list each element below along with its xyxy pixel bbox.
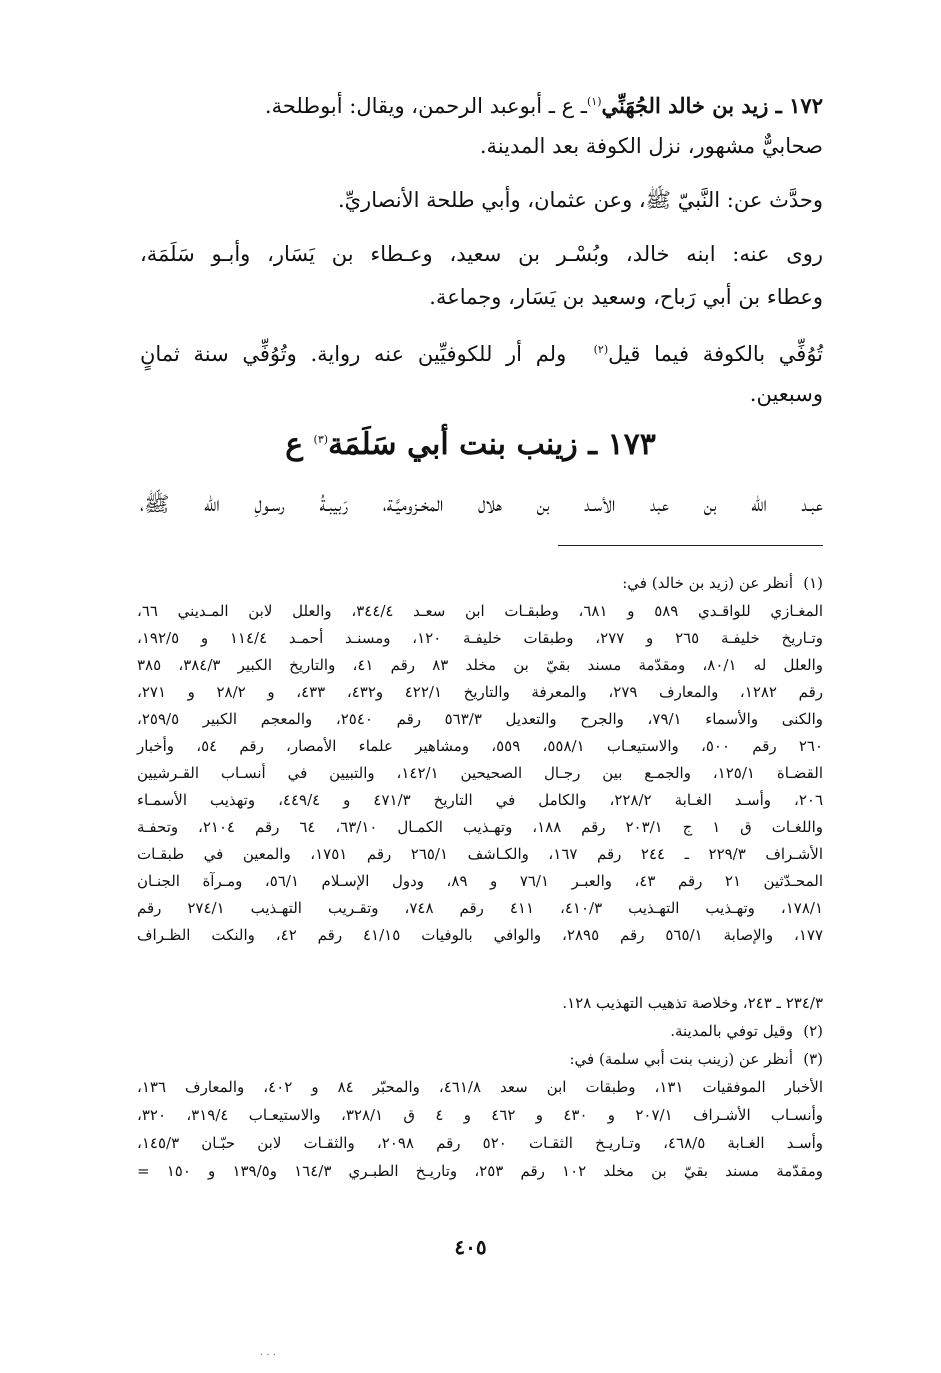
- footnote-ref-3: (٣): [313, 433, 329, 446]
- entry-172-line-6b: ولم أر للكوفيِّين عنه رواية. وتُوُفِّي سنة ثمانٍ: [140, 342, 567, 366]
- footnote-3-line: وأسـد الغـابة ٤٦٨/٥، وتـاريـخ الثقـات ٥٢٠ رقم ٢٠٩٨، والثقـات لابن حبّـان ١٤٥/٣،: [137, 1134, 823, 1152]
- footnote-1-line: والعلل له ٨٠/١، ومقدّمة مسند بقيّ بن مخلد ٨٣ رقم ٤١، والتاريخ الكبير ٣٨٤/٣، ٣٨٥: [137, 656, 824, 674]
- footnote-1-line: القضـاة ١٢٥/١، والجمـع بين رجـال الصحيحين ١٤٢/١، والتبيين في أنسـاب القـرشيين: [137, 764, 823, 782]
- entry-172-line-6a: تُوُفِّي بالكوفة فيما قيل: [608, 342, 824, 366]
- entry-172-line-4: روى عنه: ابنه خالد، وبُسْـر بن سعيد، وعـطاء بن يَسَار، وأبـو سَلَمَة،: [140, 242, 823, 266]
- entry-173-line-1: عبـد الله بن عبد الأسـد بن هلال المخـزوميَّـة، رَبيبـةُ رسـولِ الله ﷺ،: [140, 492, 823, 516]
- footnote-3-line: ومقدّمة مسند بقيّ بن مخلد ١٠٢ رقم ٢٥٣، وتاريـخ الطبـري ١٦٤/٣ و١٣٩/٥ و ١٥٠ =: [137, 1162, 824, 1180]
- footnote-divider: [558, 545, 823, 546]
- footnote-1-line: الأشـراف ٢٢٩/٣ ـ ٢٤٤ رقم ١٦٧، والكـاشف ٢٦٥/١ رقم ١٧٥١، والمعين في طبقـات: [137, 845, 824, 863]
- footnote-1-line: ١٧٨/١، وتهـذيب التهـذيب ٤١٠/٣، ٤١١ رقم ٧٤٨، وتقـريب التهـذيب ٢٧٤/١ رقم: [137, 899, 824, 917]
- footnote-1-line: ٢٠٦، وأسـد الغـابة ٢٢٨/٢، والكامل في التاريخ ٤٧١/٣ و ٤٤٩/٤، وتهذيب الأسمـاء: [137, 791, 823, 809]
- entry-172-heading-rest: ـ ع ـ أبوعبد الرحمن، ويقال: أبوطلحة.: [264, 94, 587, 118]
- footnote-1-line: واللغـات ق ١ ج ٢٠٣/١ رقم ١٨٨، وتهـذيب الكمـال ٦٣/١٠، ٦٤ رقم ٢١٠٤، وتحفـة: [137, 818, 823, 836]
- footnote-1-line: ١٧٧، والإصابة ٥٦٥/١ رقم ٢٨٩٥، والوافي بالوفيات ٤١/١٥ رقم ٤٢، والنكت الظـراف: [137, 926, 823, 944]
- entry-172-heading-line: [265, 88, 823, 120]
- entry-172-heading: ١٧٢ ـ زيد بن خالد الجُهَنِّي: [601, 93, 823, 118]
- entry-172-line-7: وسبعين.: [749, 382, 823, 406]
- footnote-1-line: ٢٦٠ رقم ٥٠٠، والاستيعـاب ٥٥٨/١، ٥٥٩، ومشاهير علماء الأمصار، رقم ٥٤، وأخبار: [137, 737, 824, 755]
- footnote-2-text: وقيل توفي بالمدينة.: [670, 1022, 793, 1040]
- entry-172-line-5: وعطاء بن أبي رَباح، وسعيد بن يَسَار، وجماعة.: [429, 285, 823, 309]
- entry-172-line-2: صحابيٌّ مشهور، نزل الكوفة بعد المدينة.: [479, 134, 823, 158]
- footnote-1-line: رقم ١٢٨٢، والمعارف ٢٧٩، والمعرفة والتاريخ ٤٢٢/١ و٤٣٢، ٤٣٣، و ٢٨/٢ و ٢٧١،: [137, 683, 824, 701]
- footnote-3-line: وأنسـاب الأشـراف ٢٠٧/١ و ٤٣٠ و ٤٦٢ و ٤ ق ٣٢٨/١، والاستيعـاب ٣١٩/٤، ٣٢٠،: [137, 1106, 823, 1124]
- entry-173-heading-tag: ع: [285, 427, 304, 462]
- footnote-1-line: المحـدّثين ٢١ رقم ٤٣، والعبـر ٧٦/١ و ٨٩، ودول الإسـلام ٥٦/١، ومـرآة الجنـان: [137, 872, 824, 890]
- footnote-2-number: (٢): [803, 1022, 823, 1040]
- footnote-1-line: المغـازي للواقـدي ٥٨٩ و ٦٨١، وطبقـات ابن سعـد ٣٤٤/٤، والعلل لابن المـديني ٦٦،: [137, 602, 823, 620]
- page-number: ٤٠٥: [454, 1235, 487, 1259]
- footnote-1-line: والكنى والأسماء ٧٩/١، والجرح والتعديل ٥٦٣/٣ رقم ٢٥٤٠، والمعجم الكبير ٢٥٩/٥،: [137, 710, 823, 728]
- footnote-3-head: أنظر عن (زينب بنت أبي سلمة) في:: [569, 1050, 793, 1068]
- footnote-1-number: (١): [803, 574, 823, 592]
- entry-172-line-6: [140, 336, 823, 368]
- entry-172-line-3: وحدَّث عن: النَّبيّ ﷺ، وعن عثمان، وأبي طلحة الأنصاريِّ.: [337, 188, 823, 212]
- footnote-1-head: أنظر عن (زيد بن خالد) في:: [622, 574, 793, 592]
- entry-173-heading: [0, 420, 941, 465]
- footnote-3-line: الأخبار الموفقيات ١٣١، وطبقات ابن سعد ٤٦١/٨، والمحبّر ٨٤ و ٤٠٢، والمعارف ١٣٦،: [137, 1078, 824, 1096]
- footnote-1-line-last: ٢٣٤/٣ ـ ٢٤٣، وخلاصة تذهيب التهذيب ١٢٨.: [562, 994, 823, 1012]
- footnote-ref-2: (٢): [593, 343, 609, 356]
- entry-173-heading-text: ١٧٣ ـ زينب بنت أبي سَلَمَة: [328, 427, 656, 462]
- footnote-ref-1: (١): [586, 95, 602, 108]
- footnote-1-line: وتـاريخ خليفـة ٢٦٥ و ٢٧٧، وطبقات خليفـة ١٢٠، ومسنـد أحمـد ١١٤/٤ و ١٩٢/٥،: [137, 629, 824, 647]
- footnote-3-number: (٣): [803, 1050, 823, 1068]
- scan-speck: · · ·: [260, 1350, 276, 1361]
